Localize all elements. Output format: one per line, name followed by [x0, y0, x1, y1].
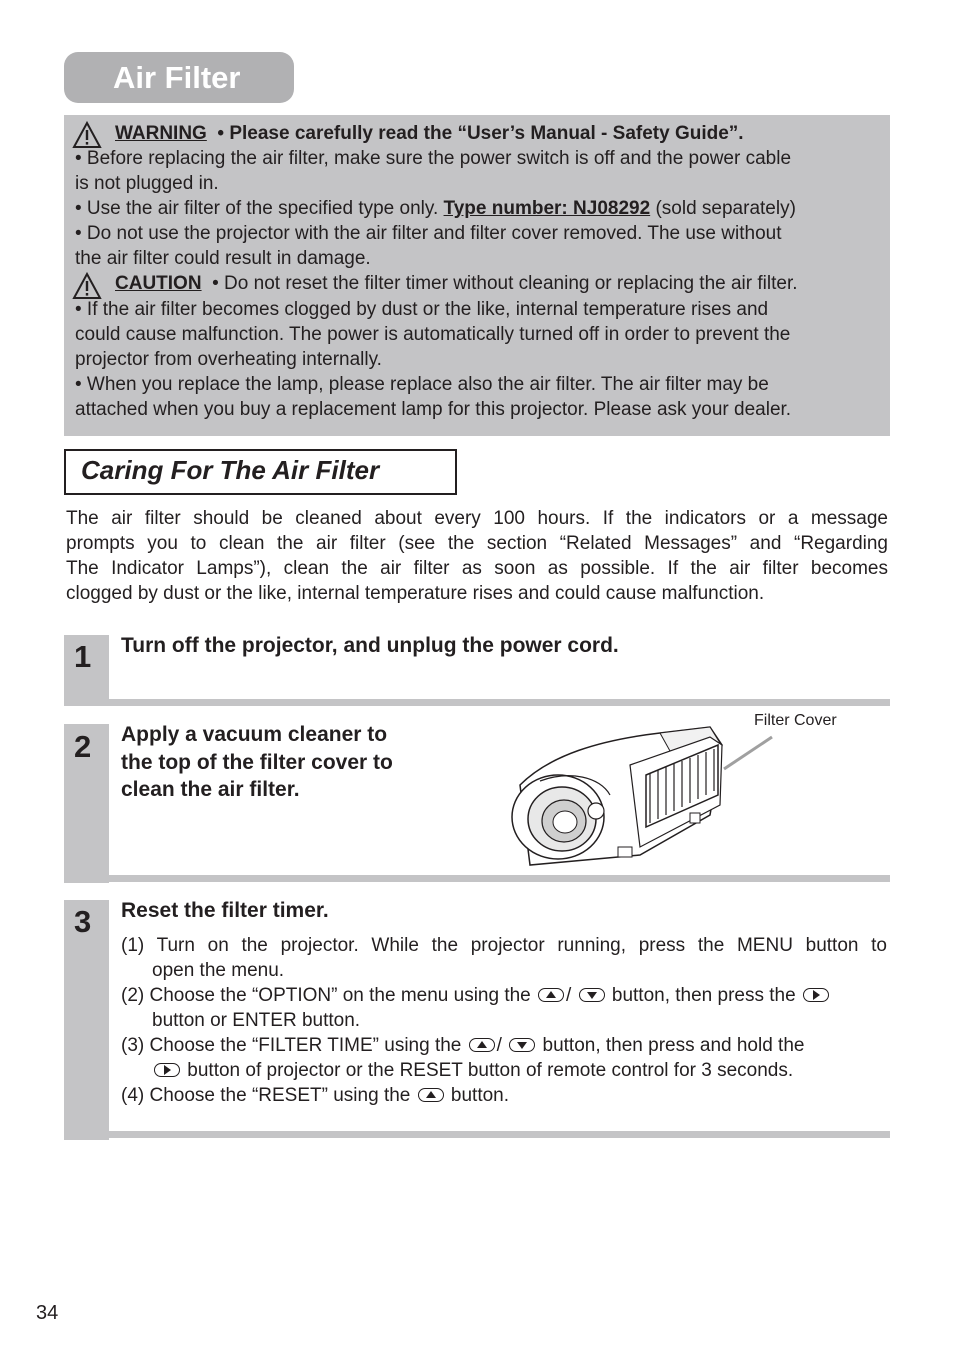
slash: /	[496, 1035, 502, 1056]
warning-line	[75, 196, 796, 221]
up-button-icon	[469, 1038, 495, 1052]
step-3-bar	[64, 1131, 890, 1138]
filter-cover-label: Filter Cover	[754, 712, 837, 729]
sub-text: button of projector or the RESET button of remote control for 3 seconds.	[182, 1060, 794, 1081]
projector-illustration	[510, 715, 870, 867]
caution-line: could cause malfunction. The power is automatically turned off in order to prevent the	[75, 324, 791, 345]
step-2-number: 2	[74, 729, 92, 764]
caution-line: attached when you buy a replacement lamp for this projector. Please ask your dealer.	[75, 399, 792, 420]
warning-line: is not plugged in.	[75, 173, 219, 194]
step-1-bar	[64, 699, 890, 706]
type-number: Type number: NJ08292	[443, 198, 651, 219]
warning-lead: • Please carefully read the “User’s Manual - Safety Guide”.	[217, 123, 744, 144]
page-title-pill	[64, 52, 294, 103]
step-3-sub-3	[121, 1033, 887, 1058]
up-button-icon	[538, 988, 564, 1002]
down-button-icon	[509, 1038, 535, 1052]
step-2-bar	[64, 875, 890, 882]
caution-line: • When you replace the lamp, please replace also the air filter. The air filter may be	[75, 374, 769, 395]
warning-line: • Before replacing the air filter, make sure the power switch is off and the power cable	[75, 148, 792, 169]
sub-text: (2) Choose the “OPTION” on the menu using the	[121, 985, 537, 1006]
warning-line-text: • Use the air filter of the specified type only.	[75, 198, 444, 219]
slash: /	[566, 985, 572, 1006]
intro-line: The Indicator Lamps”), clean the air filter as soon as possible. If the air filter becomes	[66, 558, 888, 579]
warning-line: the air filter could result in damage.	[75, 248, 371, 269]
caution-line: • If the air filter becomes clogged by dust or the like, internal temperature rises and	[75, 299, 769, 320]
sub-text: button, then press the	[606, 985, 796, 1006]
sub-text: button, then press and hold the	[537, 1035, 805, 1056]
caution-lead-line	[115, 271, 798, 296]
step-3-title: Reset the filter timer.	[121, 899, 329, 922]
step-1-title: Turn off the projector, and unplug the power cord.	[121, 634, 619, 657]
caution-icon	[72, 272, 102, 300]
sub-text: (3) Choose the “FILTER TIME” using the	[121, 1035, 467, 1056]
page-number: 34	[36, 1302, 59, 1324]
step-2-title-line: the top of the filter cover to	[121, 751, 393, 774]
caution-lead: • Do not reset the filter timer without cleaning or replacing the air filter.	[212, 273, 798, 294]
warning-icon	[72, 121, 102, 149]
intro-line: The air filter should be cleaned about every 100 hours. If the indicators or a message	[66, 508, 888, 529]
warning-box	[64, 115, 890, 436]
intro-line: prompts you to clean the air filter (see the section “Related Messages” and “Regarding	[66, 533, 888, 554]
page-title: Air Filter	[113, 60, 241, 95]
step-3-sub-2	[121, 983, 887, 1008]
up-button-icon	[418, 1088, 444, 1102]
step-3-sub-1: (1) Turn on the projector. While the projector running, press the MENU button to	[121, 935, 887, 956]
warning-lead-line	[115, 121, 744, 146]
sub-text: button.	[445, 1085, 510, 1106]
step-3-number: 3	[74, 904, 92, 939]
step-3-sub-3-cont	[152, 1058, 793, 1083]
down-button-icon	[579, 988, 605, 1002]
step-1-number: 1	[74, 639, 92, 674]
sub-text: (4) Choose the “RESET” using the	[121, 1085, 416, 1106]
step-3-sub-2-cont: button or ENTER button.	[152, 1010, 361, 1031]
step-2-title-line: clean the air filter.	[121, 778, 300, 801]
step-3-sub-4	[121, 1083, 509, 1108]
warning-line-text: (sold separately)	[650, 198, 796, 219]
warning-line: • Do not use the projector with the air filter and filter cover removed. The use without	[75, 223, 782, 244]
section-title-box	[64, 449, 457, 495]
section-title: Caring For The Air Filter	[81, 455, 380, 485]
step-3-sub-1-cont: open the menu.	[152, 960, 285, 981]
step-2-title-line: Apply a vacuum cleaner to	[121, 723, 388, 746]
warning-label: WARNING	[115, 123, 207, 144]
right-button-icon	[154, 1063, 180, 1077]
caution-label: CAUTION	[115, 273, 202, 294]
right-button-icon	[803, 988, 829, 1002]
intro-line: clogged by dust or the like, internal temperature rises and could cause malfunction.	[66, 583, 765, 604]
caution-line: projector from overheating internally.	[75, 349, 382, 370]
